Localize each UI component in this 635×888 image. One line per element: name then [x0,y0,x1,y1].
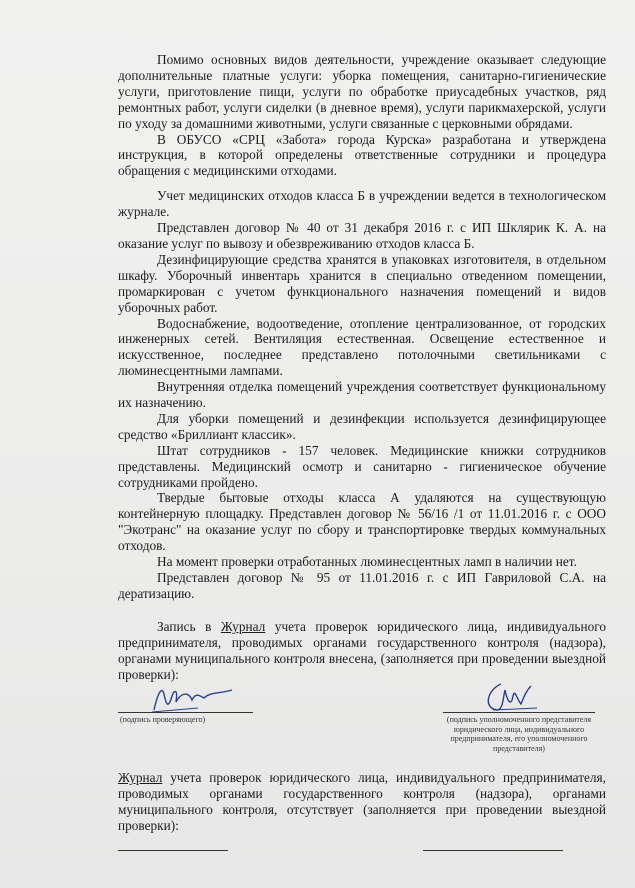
journal-entry-rest: учета проверок юридического лица, индивидуального предпринимателя, проводимых органами государственного контроля (надзора), органами муниципального контроля внесена, (заполняется при проведении выездной проверки): [118,618,606,682]
signature-line-left-empty [118,850,228,851]
inspector-signature-caption: (подпись проверяющего) [120,715,206,724]
signature-row-2 [118,836,608,856]
inspector-signature-line [118,712,253,713]
document-body [118,52,606,682]
paragraph-additional-services: Помимо основных видов деятельности, учреждение оказывает следующие дополнительные платные услуги: уборка помещения, санитарно-гигиенические услуги, приготовление пищи, услуги по обработке приусадебных участков, ряд ремонтных работ, услуги сиделки (в дневное время), услуги парикмахерской, услуги по уходу за домашними животными, услуги связанные с церковными обрядами. [118,52,606,131]
paragraph-disinfectants: Дезинфицирующие средства хранятся в упаковках изготовителя, в отдельном шкафу. Уборочный инвентарь хранится в специально отведенном помещении, промаркирован с учетом функционального назначения помещений и видов уборочных работ. [118,251,606,315]
signature-line-right-empty [423,850,563,851]
journal-entry-prefix: Запись в [157,618,221,634]
journal-absent-word: Журнал [118,770,163,785]
journal-absent-block [118,770,606,834]
paragraph-journal-absent [118,770,606,834]
paragraph-instruction: В ОБУСО «СРЦ «Забота» города Курска» разработана и утверждена инструкция, в которой определены ответственные сотрудники и процедура обращения с медицинскими отходами. [118,131,606,179]
representative-signature [473,680,543,716]
representative-signature-line [443,712,595,713]
paragraph-staff: Штат сотрудников - 157 человек. Медицинские книжки сотрудников представлены. Медицинский осмотр и санитарно - гигиеническое обучение сотрудниками пройдено. [118,442,606,490]
paragraph-waste-accounting: Учет медицинских отходов класса Б в учреждении ведется в технологическом журнале. [118,188,606,220]
signature-row-1 [118,680,608,753]
paragraph-utilities: Водоснабжение, водоотведение, отопление централизованное, от городских инженерных сетей. Вентиляция естественная. Освещение естественное и искусственное, последнее представлено потолочными светильниками с люминесцентными лампами. [118,315,606,379]
paragraph-journal-entry [118,619,606,683]
paragraph-solid-waste: Твердые бытовые отходы класса А удаляются на существующую контейнерную площадку. Представлен договор № 56/16 /1 от 11.01.2016 г. с ООО "Экотранс" на оказание услуг по сбору и транспортировке твердых коммунальных отходов. [118,490,606,554]
paragraph-contract-40: Представлен договор № 40 от 31 декабря 2016 г. с ИП Шклярик К. А. на оказание услуг по вывозу и обезвреживанию отходов класса Б. [118,220,606,251]
journal-word: Журнал [220,618,266,634]
paragraph-interior: Внутренняя отделка помещений учреждения соответствует функциональному их назначению. [118,379,606,411]
paragraph-contract-95: Представлен договор № 95 от 11.01.2016 г. с ИП Гавриловой С.А. на дератизацию. [118,570,606,601]
paragraph-lamps: На момент проверки отработанных люминесцентных ламп в наличии нет. [157,554,577,570]
paragraph-disinfection-agent: Для уборки помещений и дезинфекции используется дезинфицирующее средство «Бриллиант классик». [118,410,606,442]
journal-absent-rest: учета проверок юридического лица, индивидуального предпринимателя, проводимых органами государственного контроля (надзора), органами муниципального контроля, отсутствует (заполняется при проведении выездной проверки): [118,770,606,833]
representative-signature-caption: (подпись уполномоченного представителя юридического лица, индивидуального предпринимателя, его уполномоченного представителя) [446,715,592,753]
